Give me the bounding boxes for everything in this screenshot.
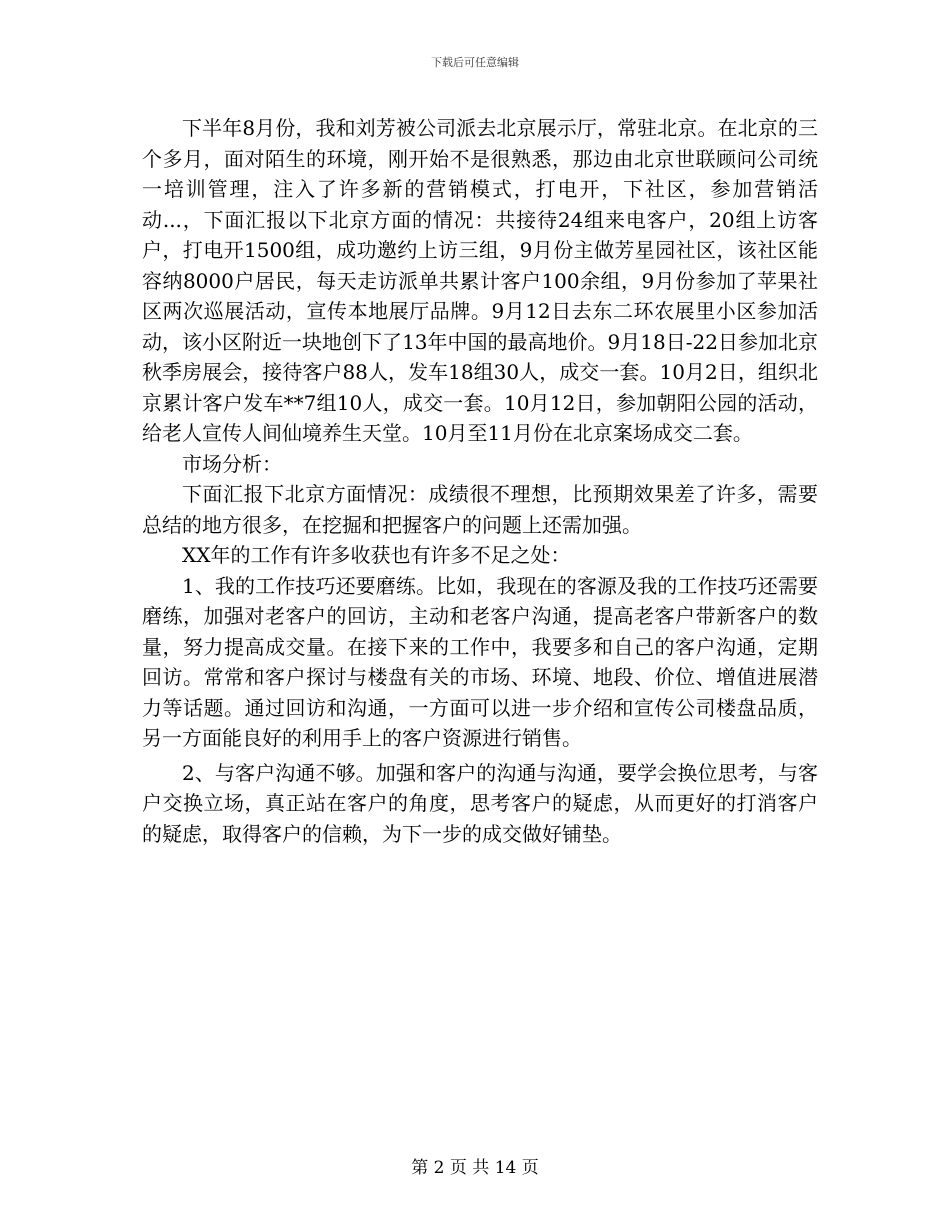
document-body — [142, 113, 818, 849]
page-number: 第 2 页 共 14 页 — [411, 1158, 539, 1178]
paragraph-point-1: 1、我的工作技巧还要磨练。比如，我现在的客源及我的工作技巧还需要磨练，加强对老客户的回访，主动和老客户沟通，提高老客户带新客户的数量，努力提高成交量。在接下来的工作中，我要多和自己的客户沟通，定期回访。常常和客户探讨与楼盘有关的市场、环境、地段、价位、增值进展潜力等话题。通过回访和沟通，一方面可以进一步介绍和宣传公司楼盘品质，另一方面能良好的利用手上的客户资源进行销售。 — [142, 573, 818, 750]
paragraph-point-2: 2、与客户沟通不够。加强和客户的沟通与沟通，要学会换位思考，与客户交换立场，真正站在客户的角度，思考客户的疑虑，从而更好的打消客户的疑虑，取得客户的信赖，为下一步的成交做好铺垫。 — [142, 760, 818, 846]
paragraph-beijing-summary: 下面汇报下北京方面情况：成绩很不理想，比预期效果差了许多，需要总结的地方很多，在挖掘和把握客户的问题上还需加强。 — [142, 482, 818, 537]
page-header: 下载后可任意编辑 — [431, 56, 519, 69]
paragraph-beijing-report: 下半年8月份，我和刘芳被公司派去北京展示厅，常驻北京。在北京的三个多月，面对陌生的环境，刚开始不是很熟悉，那边由北京世联顾问公司统一培训管理，注入了许多新的营销模式，打电开，下社区，参加营销活动...，下面汇报以下北京方面的情况：共接待24组来电客户，20组上访客户，打电开1500组，成功邀约上访三组，9月份主做芳星园社区，该社区能容纳8000户居民，每天走访派单共累计客户100余组，9月份参加了苹果社区两次巡展活动，宣传本地展厅品牌。9月12日去东二环农展里小区参加活动，该小区附近一块地创下了13年中国的最高地价。9月18日-22日参加北京秋季房展会，接待客户88人，发车18组30人，成交一套。10月2日，组织北京累计客户发车**7组10人，成交一套。10月12日，参加朝阳公园的活动，给老人宣传人间仙境养生天堂。10月至11月份在北京案场成交二套。 — [142, 116, 818, 445]
paragraph-market-analysis-heading: 市场分析： — [182, 451, 282, 476]
paragraph-year-review: XX年的工作有许多收获也有许多不足之处： — [182, 543, 571, 567]
